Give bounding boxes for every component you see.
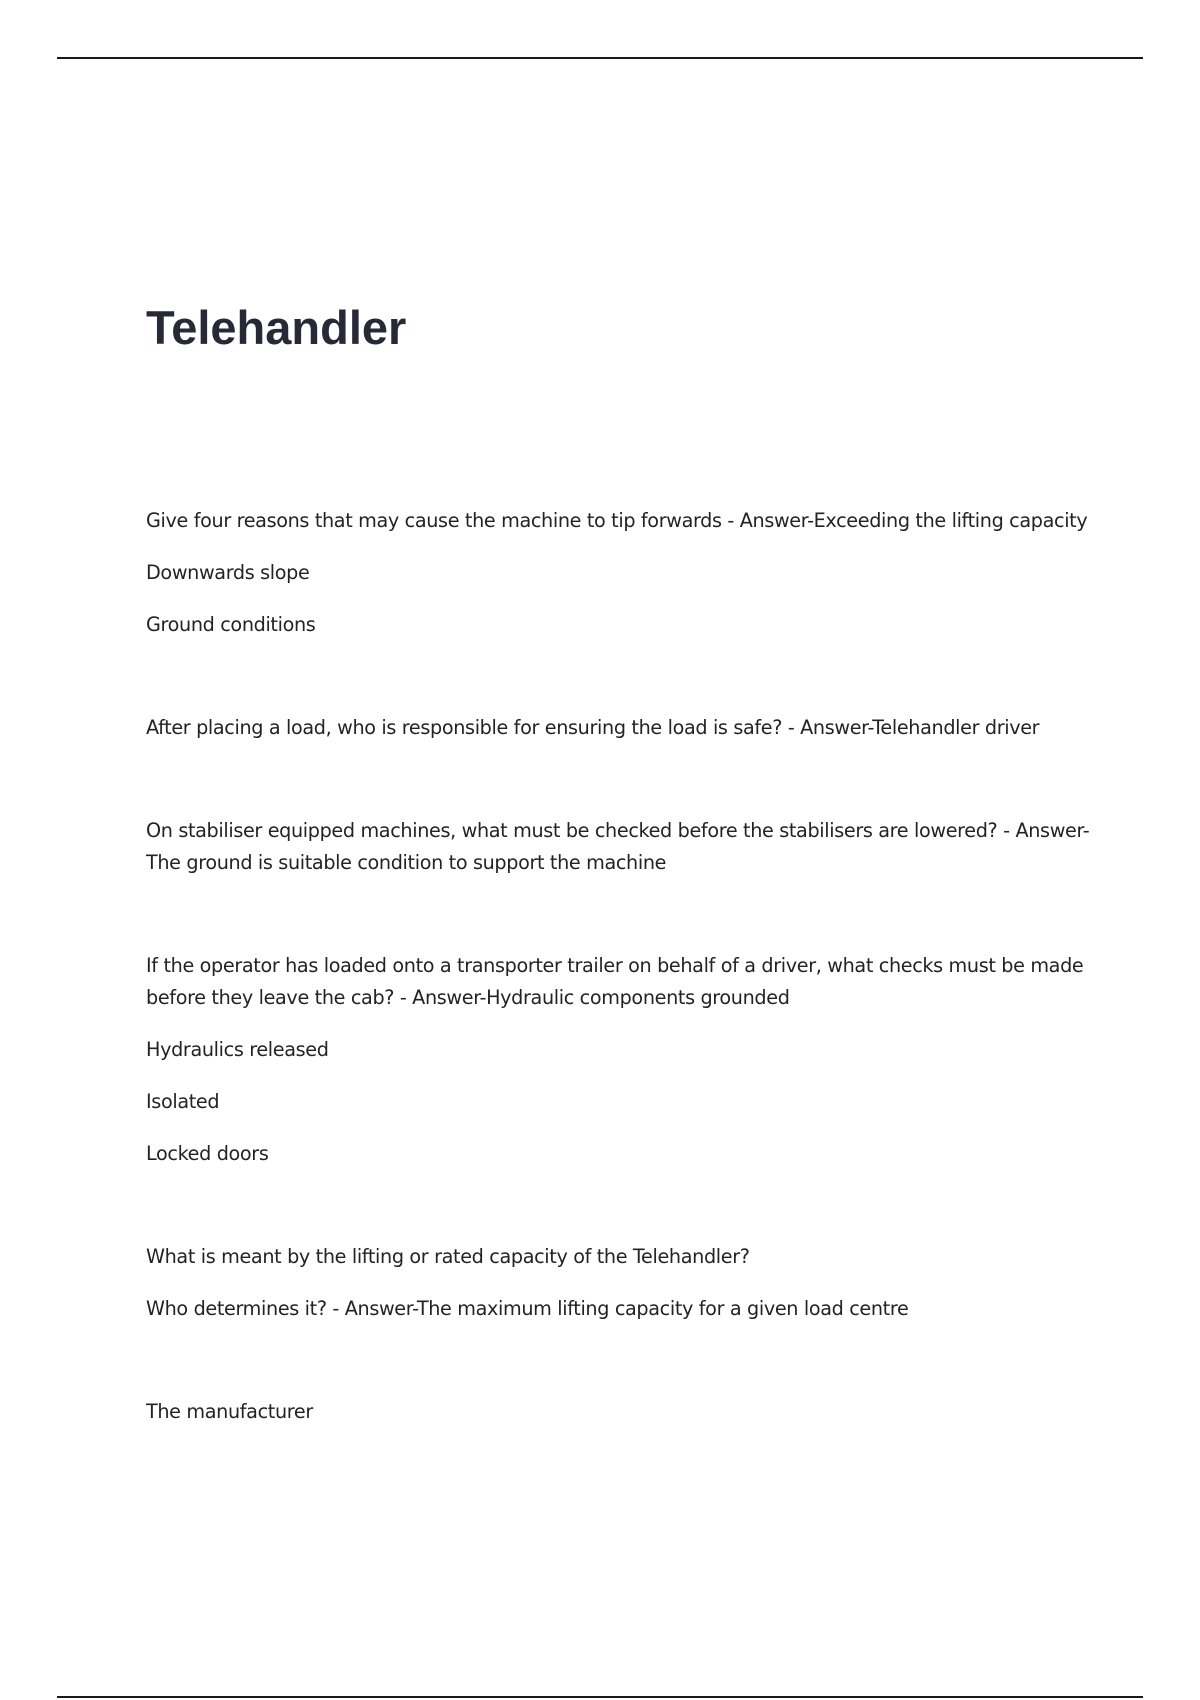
question-load-responsibility: After placing a load, who is responsible for ensuring the load is safe? - Answer-Telehandler driver	[146, 716, 1040, 739]
bottom-rule	[57, 1696, 1143, 1698]
question-rated-capacity: What is meant by the lifting or rated capacity of the Telehandler?	[146, 1245, 750, 1268]
document-title: Telehandler	[146, 301, 407, 354]
question-tip-forwards: Give four reasons that may cause the machine to tip forwards - Answer-Exceeding the lifting capacity	[146, 509, 1088, 532]
answer-isolated: Isolated	[146, 1090, 220, 1113]
question-stabilisers: On stabiliser equipped machines, what must be checked before the stabilisers are lowered? - Answer- The ground is suitable condition to support the machine	[146, 819, 1090, 874]
answer-downwards-slope: Downwards slope	[146, 561, 310, 584]
answer-manufacturer: The manufacturer	[146, 1400, 313, 1423]
answer-locked-doors: Locked doors	[146, 1142, 269, 1165]
answer-ground-conditions: Ground conditions	[146, 613, 316, 636]
document-body	[146, 505, 1106, 1428]
question-who-determines: Who determines it? - Answer-The maximum lifting capacity for a given load centre	[146, 1297, 909, 1320]
top-rule	[57, 57, 1143, 59]
question-transporter-trailer: If the operator has loaded onto a transporter trailer on behalf of a driver, what checks must be made before they leave the cab? - Answer-Hydraulic components grounded	[146, 954, 1084, 1009]
answer-hydraulics-released: Hydraulics released	[146, 1038, 329, 1061]
